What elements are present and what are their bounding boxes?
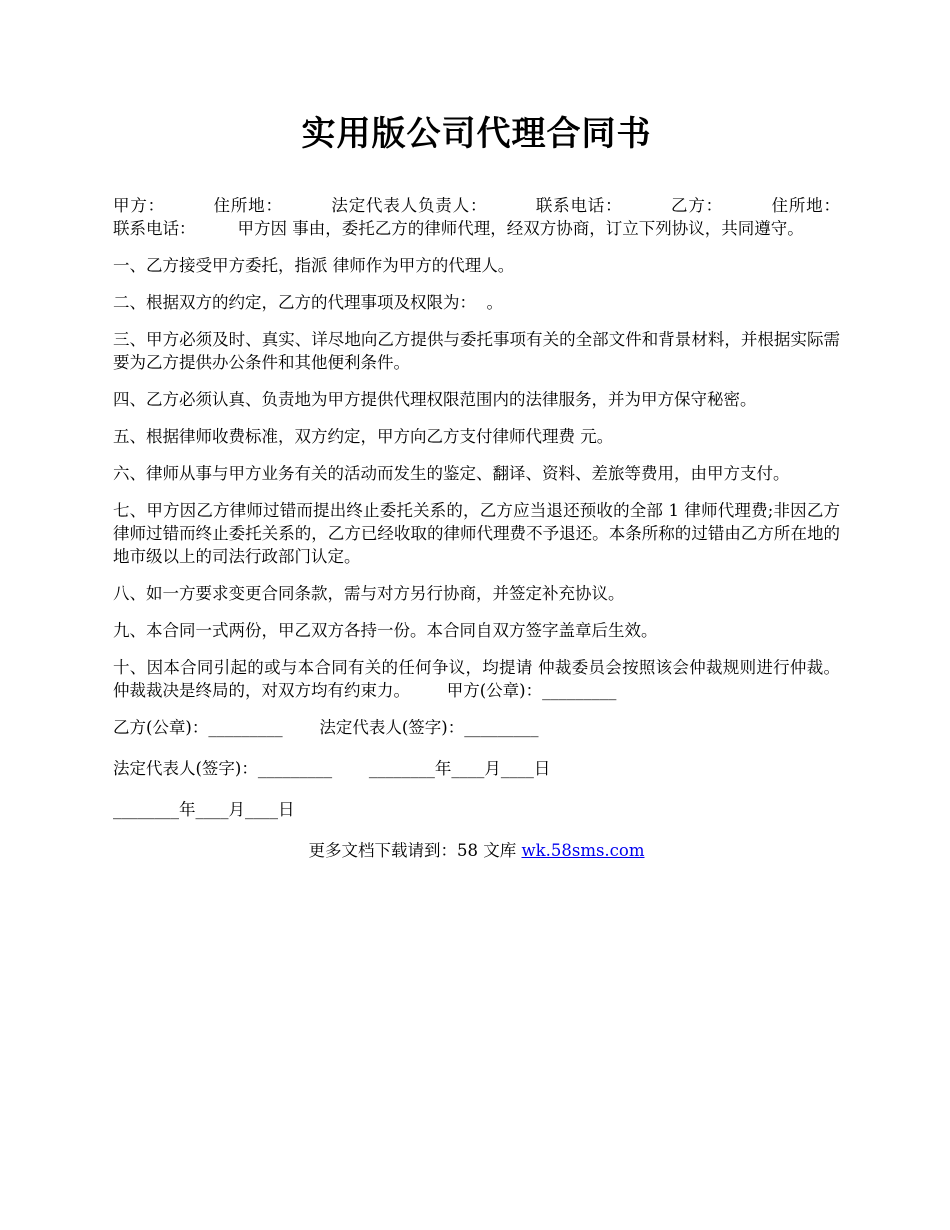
clause-5: 五、根据律师收费标准，双方约定，甲方向乙方支付律师代理费 元。 <box>113 427 614 446</box>
clause-3: 三、甲方必须及时、真实、详尽地向乙方提供与委托事项有关的全部文件和背景材料，并根据实际需要为乙方提供办公条件和其他便利条件。 <box>113 330 840 372</box>
signature-line-representative: 法定代表人(签字)：_________ ________年____月____日 <box>113 759 551 778</box>
signature-line-date: ________年____月____日 <box>113 800 295 819</box>
footer-text: 更多文档下载请到：58 文库 <box>308 841 522 860</box>
document-title: 实用版公司代理合同书 <box>301 114 652 154</box>
clause-7: 七、甲方因乙方律师过错而提出终止委托关系的，乙方应当退还预收的全部 1 律师代理费;非因乙方律师过错而终止委托关系的，乙方已经收取的律师代理费不予退还。本条所称的过错由乙方所在地的地市级以上的司法行政部门认定。 <box>113 501 840 566</box>
clause-2: 二、根据双方的约定，乙方的代理事项及权限为： 。 <box>113 293 503 312</box>
clause-10: 十、因本合同引起的或与本合同有关的任何争议，均提请 仲裁委员会按照该会仲裁规则进行仲裁。仲裁裁决是终局的，对双方均有约束力。 甲方(公章)：_________ <box>113 658 840 700</box>
footer-link[interactable]: wk.58sms.com <box>521 841 645 860</box>
clause-6: 六、律师从事与甲方业务有关的活动而发生的鉴定、翻译、资料、差旅等费用，由甲方支付。 <box>113 464 790 483</box>
clause-4: 四、乙方必须认真、负责地为甲方提供代理权限范围内的法律服务，并为甲方保守秘密。 <box>113 390 757 409</box>
clause-9: 九、本合同一式两份，甲乙双方各持一份。本合同自双方签字盖章后生效。 <box>113 621 658 640</box>
clause-1: 一、乙方接受甲方委托，指派 律师作为甲方的代理人。 <box>113 256 515 275</box>
intro-paragraph: 甲方： 住所地： 法定代表人负责人： 联系电话： 乙方： 住所地： 联系电话： 甲方因 事由，委托乙方的律师代理，经双方协商，订立下列协议，共同遵守。 <box>113 196 882 238</box>
download-footer <box>113 839 840 862</box>
clause-8: 八、如一方要求变更合同条款，需与对方另行协商，并签定补充协议。 <box>113 584 625 603</box>
signature-line-party-b: 乙方(公章)：_________ 法定代表人(签字)：_________ <box>113 718 539 737</box>
